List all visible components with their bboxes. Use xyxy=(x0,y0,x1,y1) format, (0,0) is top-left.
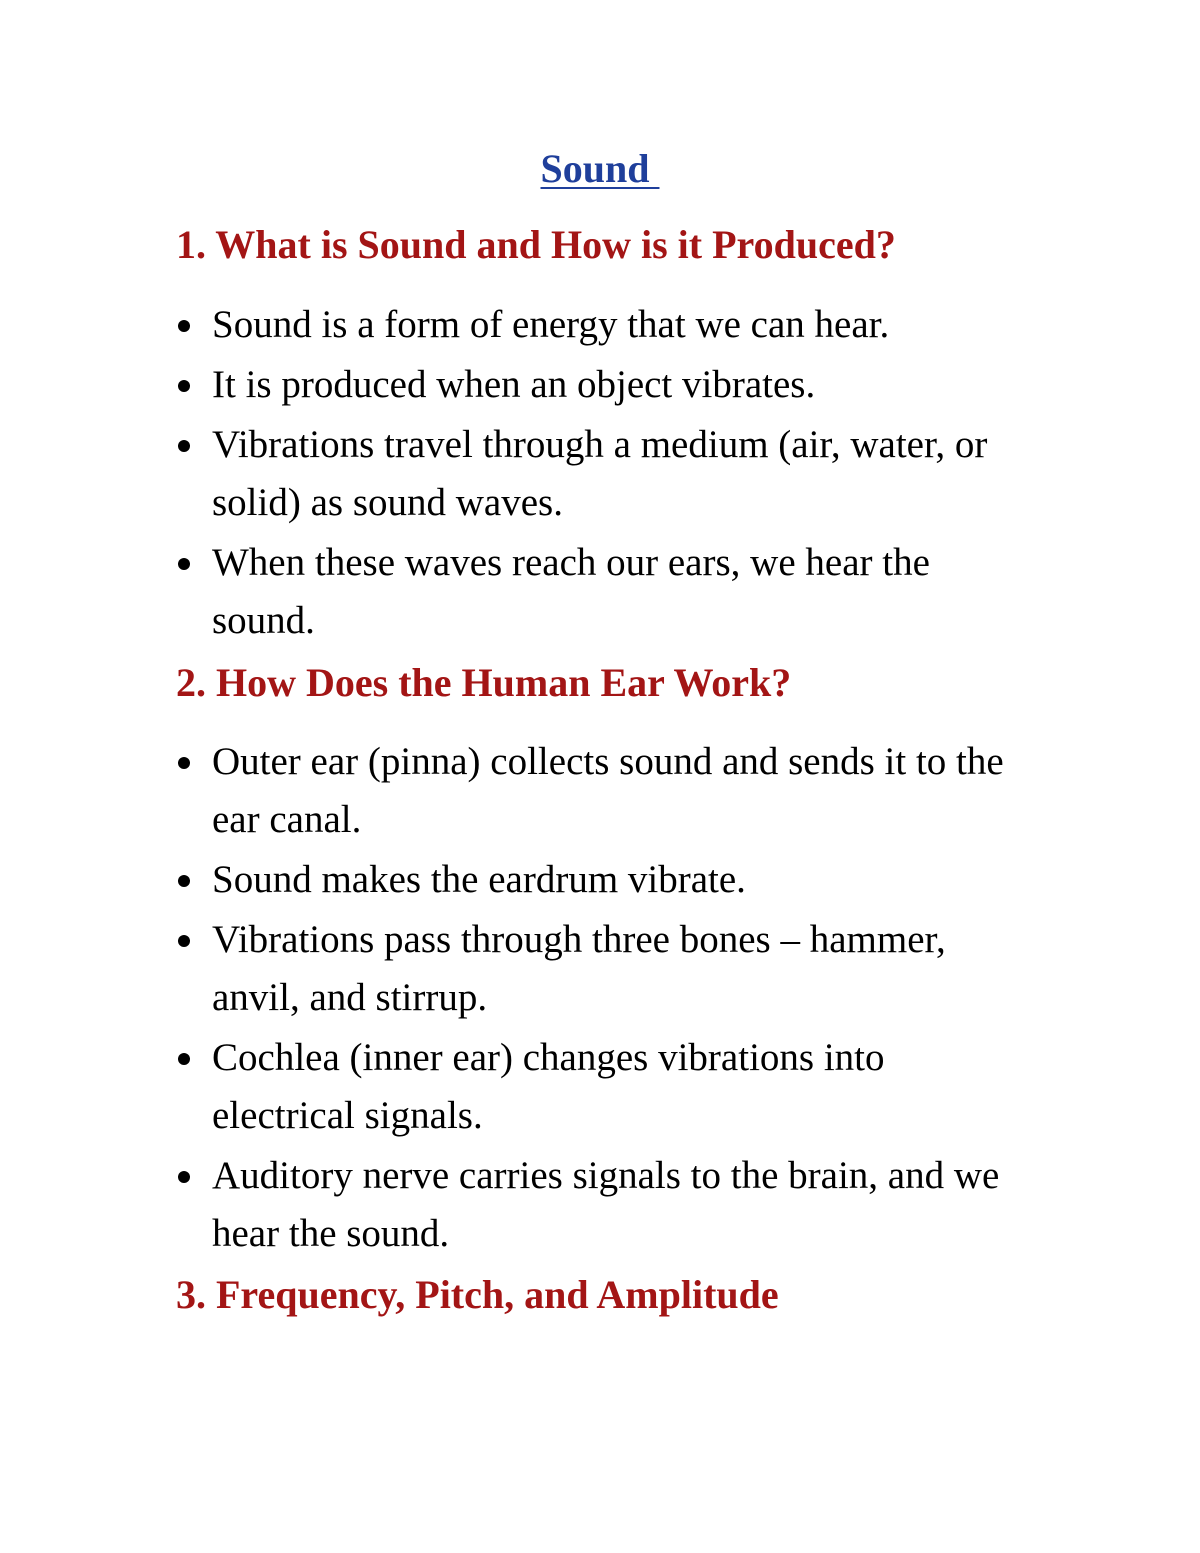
list-item xyxy=(176,1147,1036,1263)
list-item-text: Auditory nerve carries signals to the brain, and we hear the sound. xyxy=(212,1154,1000,1255)
section-2-heading: 2. How Does the Human Ear Work? xyxy=(176,660,792,705)
section-3-heading: 3. Frequency, Pitch, and Amplitude xyxy=(176,1272,779,1317)
document-title xyxy=(0,143,1200,195)
list-item-text: Sound is a form of energy that we can hear. xyxy=(212,303,890,346)
list-item-text: Sound makes the eardrum vibrate. xyxy=(212,858,746,901)
section-1-heading: 1. What is Sound and How is it Produced? xyxy=(176,222,896,267)
bullet-icon xyxy=(178,757,190,769)
bullet-icon xyxy=(178,558,190,570)
list-item-text: Vibrations travel through a medium (air, water, or solid) as sound waves. xyxy=(212,423,988,524)
section-2-list xyxy=(176,733,1036,1265)
bullet-icon xyxy=(178,1171,190,1183)
bullet-icon xyxy=(178,440,190,452)
list-item-text: Outer ear (pinna) collects sound and sends it to the ear canal. xyxy=(212,740,1004,841)
list-item xyxy=(176,416,1036,532)
bullet-icon xyxy=(178,380,190,392)
list-item xyxy=(176,296,1036,354)
list-item-text: It is produced when an object vibrates. xyxy=(212,363,816,406)
bullet-icon xyxy=(178,875,190,887)
list-item xyxy=(176,534,1036,650)
list-item xyxy=(176,851,1036,909)
list-item xyxy=(176,733,1036,849)
bullet-icon xyxy=(178,320,190,332)
section-1-list xyxy=(176,296,1036,652)
list-item xyxy=(176,1029,1036,1145)
list-item xyxy=(176,911,1036,1027)
list-item xyxy=(176,356,1036,414)
document-title-text: Sound xyxy=(540,146,660,191)
list-item-text: When these waves reach our ears, we hear the sound. xyxy=(212,541,930,642)
list-item-text: Vibrations pass through three bones – hammer, anvil, and stirrup. xyxy=(212,918,946,1019)
bullet-icon xyxy=(178,935,190,947)
list-item-text: Cochlea (inner ear) changes vibrations into electrical signals. xyxy=(212,1036,885,1137)
bullet-icon xyxy=(178,1053,190,1065)
